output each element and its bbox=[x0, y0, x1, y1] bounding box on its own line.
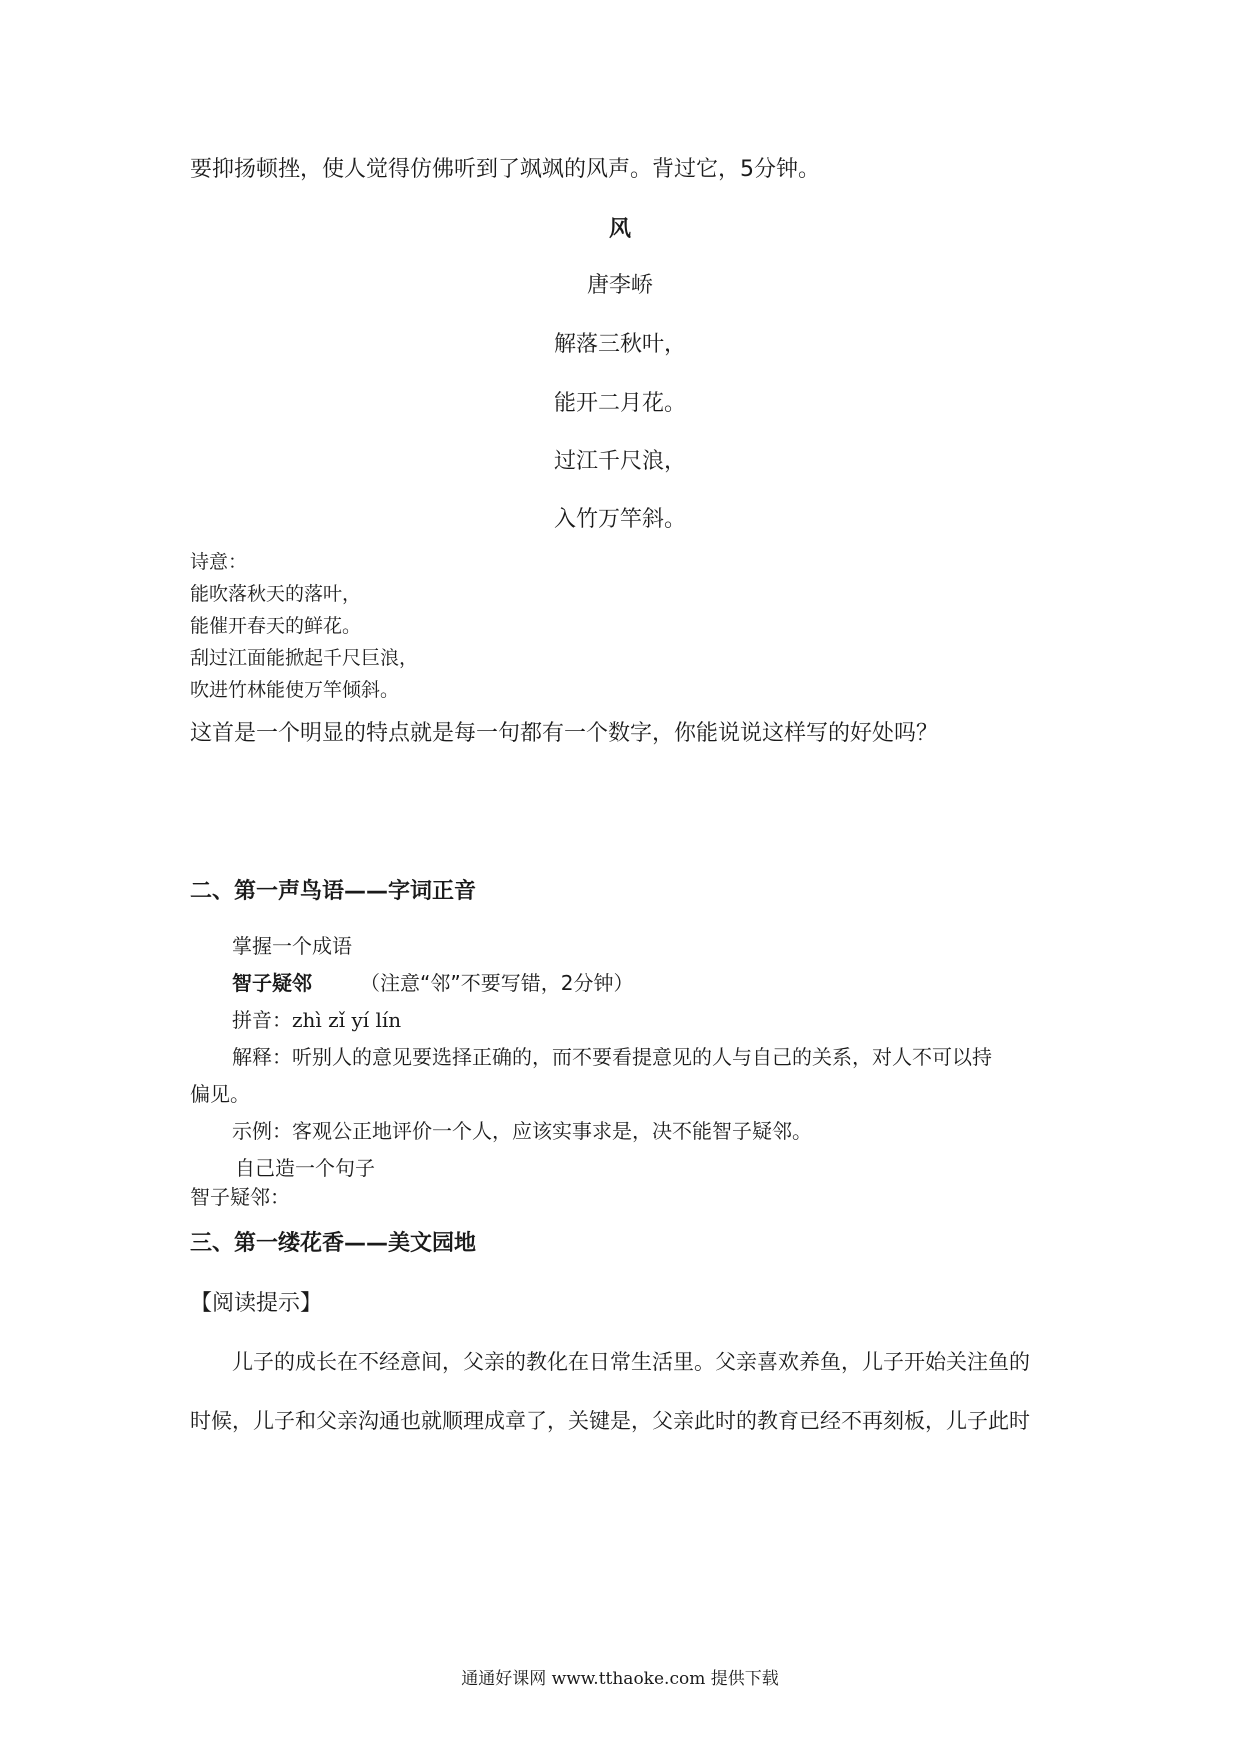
meaning-line-2: 能催开春天的鲜花。 bbox=[190, 615, 362, 637]
reading-paragraph-2: 时候，儿子和父亲沟通也就顺理成章了，关键是，父亲此时的教育已经不再刻板，儿子此时 bbox=[190, 1409, 1030, 1433]
question-text: 这首是一个明显的特点就是每一句都有一个数字，你能说说这样写的好处吗？ bbox=[190, 721, 939, 746]
poem-title: 风 bbox=[608, 217, 631, 242]
idiom-example: 示例：客观公正地评价一个人，应该实事求是，决不能智子疑邻。 bbox=[232, 1119, 812, 1143]
meaning-label: 诗意： bbox=[190, 551, 248, 573]
page-footer: 通通好课网 www.tthaoke.com 提供下载 bbox=[461, 1669, 779, 1689]
poem-line-3: 过江千尺浪， bbox=[553, 449, 686, 474]
meaning-line-4: 吹进竹林能使万竿倾斜。 bbox=[190, 679, 400, 701]
idiom-pinyin: 拼音：zhì zǐ yí lín bbox=[232, 1008, 402, 1032]
reading-paragraph-1: 儿子的成长在不经意间，父亲的教化在日常生活里。父亲喜欢养鱼，儿子开始关注鱼的 bbox=[232, 1350, 1030, 1374]
poem-line-2: 能开二月花。 bbox=[553, 391, 686, 416]
idiom-term: 智子疑邻 bbox=[232, 971, 312, 995]
idiom-explanation-1: 解释：听别人的意见要选择正确的，而不要看提意见的人与自己的关系，对人不可以持 bbox=[232, 1045, 992, 1069]
idiom-note: （注意“邻”不要写错，2分钟） bbox=[360, 971, 634, 995]
meaning-line-3: 刮过江面能掀起千尺巨浪， bbox=[190, 647, 419, 669]
meaning-line-1: 能吹落秋天的落叶， bbox=[190, 583, 362, 605]
poem-author: 唐李峤 bbox=[586, 273, 653, 298]
section2-heading: 二、第一声鸟语——字词正音 bbox=[190, 879, 477, 904]
intro-line: 要抑扬顿挫，使人觉得仿佛听到了飒飒的风声。背过它，5分钟。 bbox=[190, 157, 820, 182]
idiom-explanation-2: 偏见。 bbox=[190, 1082, 250, 1106]
sentence-answer-label: 智子疑邻： bbox=[190, 1185, 290, 1209]
reading-hint-label: 【阅读提示】 bbox=[190, 1291, 323, 1316]
sentence-task: 自己造一个句子 bbox=[235, 1156, 375, 1180]
section3-heading: 三、第一缕花香——美文园地 bbox=[190, 1231, 477, 1256]
poem-line-1: 解落三秋叶， bbox=[553, 332, 686, 357]
idiom-line bbox=[232, 967, 633, 996]
section2-subtitle: 掌握一个成语 bbox=[232, 934, 352, 958]
poem-line-4: 入竹万竿斜。 bbox=[553, 507, 686, 532]
